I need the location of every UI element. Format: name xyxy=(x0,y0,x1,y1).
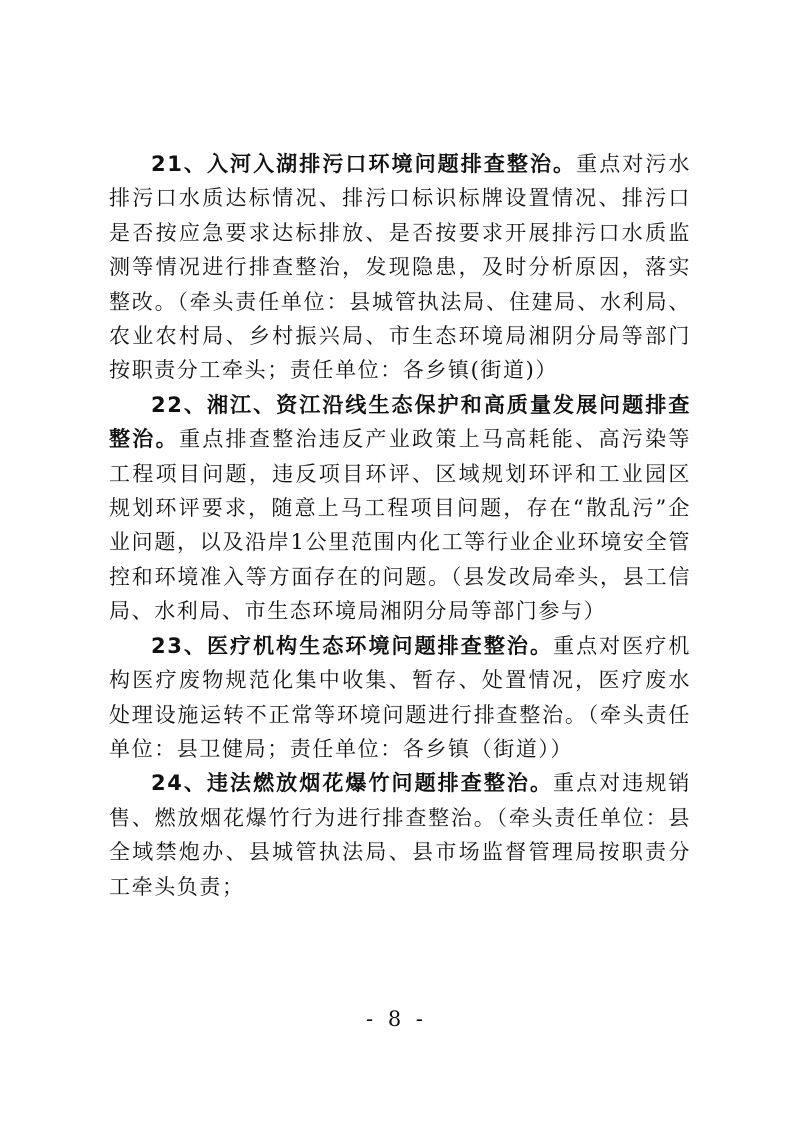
page-number: - 8 - xyxy=(366,1007,427,1031)
item-22-heading: 22、湘江、资江沿线生态保护和高质量发展问题排查整治。 xyxy=(109,392,691,452)
item-24 xyxy=(109,766,691,904)
item-23 xyxy=(109,629,691,767)
item-22-body: 重点排查整治违反产业政策上马高耗能、高污染等工程项目问题，违反项目环评、区域规划环评和工业园区规划环评要求，随意上马工程项目问题，存在“散乱污”企业问题，以及沿岸1公里范围内化工等行业企业环境安全管控和环境准入等方面存在的问题。（县发改局牵头，县工信局、水利局、市生态环境局湘阴分局等部门参与） xyxy=(109,427,691,624)
item-23-heading: 23、医疗机构生态环境问题排查整治。 xyxy=(151,633,554,658)
item-21-heading: 21、入河入湖排污口环境问题排查整治。 xyxy=(151,152,577,176)
item-22 xyxy=(109,388,691,629)
item-23-body: 重点对医疗机构医疗废物规范化集中收集、暂存、处置情况，医疗废水处理设施运转不正常等环境问题进行排查整治。（牵头责任单位：县卫健局；责任单位：各乡镇（街道）） xyxy=(109,633,691,761)
item-24-body: 重点对违规销售、燃放烟花爆竹行为进行排查整治。（牵头责任单位：县全域禁炮办、县城管执法局、县市场监督管理局按职责分工牵头负责； xyxy=(109,771,691,899)
item-21 xyxy=(109,147,691,388)
item-21-body: 重点对污水排污口水质达标情况、排污口标识标牌设置情况、排污口是否按应急要求达标排放、是否按要求开展排污口水质监测等情况进行排查整治，发现隐患，及时分析原因，落实整改。（牵头责任单位：县城管执法局、住建局、水利局、农业农村局、乡村振兴局、市生态环境局湘阴分局等部门按职责分工牵头；责任单位：各乡镇(街道)） xyxy=(109,152,692,383)
document-body xyxy=(109,147,691,904)
item-24-heading: 24、违法燃放烟花爆竹问题排查整治。 xyxy=(151,771,554,796)
